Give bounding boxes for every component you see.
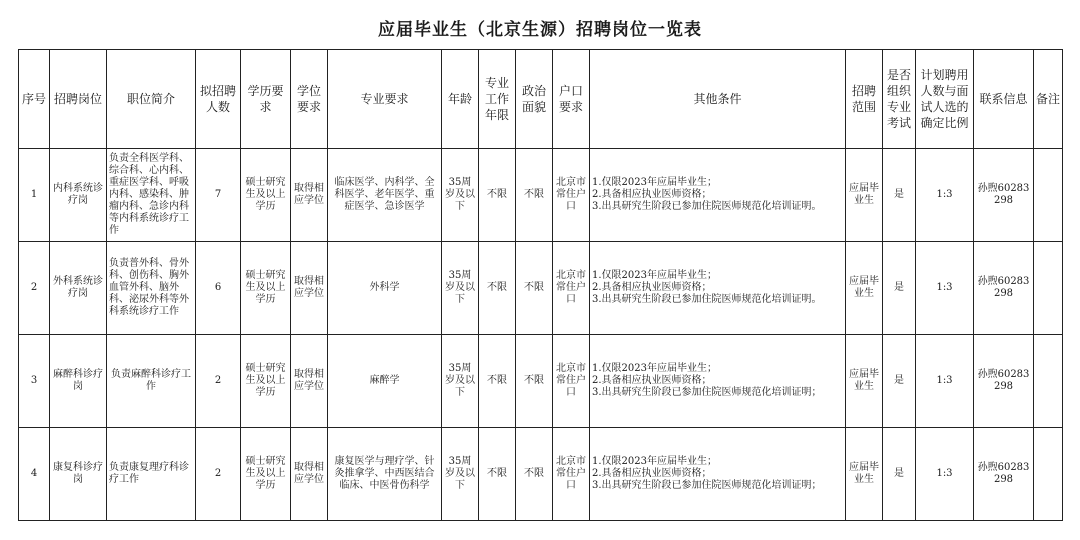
cell-work-years: 不限 [479,242,516,335]
cell-scope: 应届毕业生 [846,149,883,242]
cell-major: 麻醉学 [328,335,442,428]
cell-position: 康复科诊疗岗 [50,428,107,521]
header-row [19,50,1063,149]
cell-education: 硕士研究生及以上学历 [241,242,291,335]
cell-political: 不限 [516,149,553,242]
cell-exam: 是 [883,149,916,242]
cell-conditions [590,242,846,335]
col-header-scope: 招聘范围 [846,50,883,149]
condition-line: 3.出具研究生阶段已参加住院医师规范化培训证明； [592,387,822,398]
cell-remark [1034,335,1063,428]
table-row [19,242,1063,335]
condition-line: 2.具备相应执业医师资格； [592,282,712,293]
col-header-education: 学历要求 [241,50,291,149]
cell-ratio: 1:3 [916,335,974,428]
cell-degree: 取得相应学位 [291,335,328,428]
condition-line: 2.具备相应执业医师资格； [592,468,712,479]
cell-remark [1034,428,1063,521]
cell-count: 2 [196,335,241,428]
condition-line: 2.具备相应执业医师资格； [592,375,712,386]
col-header-position: 招聘岗位 [50,50,107,149]
col-header-conditions: 其他条件 [590,50,846,149]
cell-major: 外科学 [328,242,442,335]
cell-major: 临床医学、内科学、全科医学、老年医学、重症医学、急诊医学 [328,149,442,242]
cell-age: 35周岁及以下 [442,428,479,521]
cell-age: 35周岁及以下 [442,242,479,335]
cell-no: 2 [19,242,50,335]
cell-conditions [590,428,846,521]
cell-education: 硕士研究生及以上学历 [241,335,291,428]
cell-remark [1034,242,1063,335]
cell-intro: 负责康复理疗科诊疗工作 [107,428,196,521]
col-header-intro: 职位简介 [107,50,196,149]
cell-education: 硕士研究生及以上学历 [241,428,291,521]
condition-line: 3.出具研究生阶段已参加住院医师规范化培训证明。 [592,294,822,305]
cell-exam: 是 [883,242,916,335]
cell-count: 2 [196,428,241,521]
cell-political: 不限 [516,242,553,335]
condition-line: 1.仅限2023年应届毕业生； [592,270,717,281]
table-row [19,335,1063,428]
cell-hukou: 北京市常住户口 [553,242,590,335]
cell-work-years: 不限 [479,335,516,428]
cell-intro: 负责普外科、骨外科、创伤科、胸外血管外科、脑外科、泌尿外科等外科系统诊疗工作 [107,242,196,335]
cell-hukou: 北京市常住户口 [553,149,590,242]
col-header-no: 序号 [19,50,50,149]
cell-contact: 孙煦60283298 [974,335,1034,428]
col-header-ratio: 计划聘用人数与面试人选的确定比例 [916,50,974,149]
cell-political: 不限 [516,428,553,521]
table-row [19,428,1063,521]
cell-exam: 是 [883,335,916,428]
cell-work-years: 不限 [479,149,516,242]
cell-major: 康复医学与理疗学、针灸推拿学、中西医结合临床、中医骨伤科学 [328,428,442,521]
page-title: 应届毕业生（北京生源）招聘岗位一览表 [378,20,702,40]
col-header-work-years: 专业工作年限 [479,50,516,149]
col-header-exam: 是否组织专业考试 [883,50,916,149]
cell-conditions [590,149,846,242]
cell-ratio: 1:3 [916,149,974,242]
cell-count: 6 [196,242,241,335]
cell-degree: 取得相应学位 [291,149,328,242]
cell-position: 外科系统诊疗岗 [50,242,107,335]
cell-work-years: 不限 [479,428,516,521]
cell-ratio: 1:3 [916,242,974,335]
cell-intro: 负责全科医学科、综合科、心内科、重症医学科、呼吸内科、感染科、肿瘤内科、急诊内科等内科系统诊疗工作 [107,149,196,242]
cell-age: 35周岁及以下 [442,149,479,242]
condition-line: 1.仅限2023年应届毕业生； [592,456,717,467]
cell-political: 不限 [516,335,553,428]
recruitment-table [18,49,1063,521]
condition-line: 2.具备相应执业医师资格； [592,189,712,200]
cell-scope: 应届毕业生 [846,335,883,428]
cell-hukou: 北京市常住户口 [553,428,590,521]
cell-education: 硕士研究生及以上学历 [241,149,291,242]
cell-position: 麻醉科诊疗岗 [50,335,107,428]
col-header-major: 专业要求 [328,50,442,149]
cell-no: 3 [19,335,50,428]
col-header-degree: 学位要求 [291,50,328,149]
cell-position: 内科系统诊疗岗 [50,149,107,242]
condition-line: 3.出具研究生阶段已参加住院医师规范化培训证明。 [592,201,822,212]
col-header-contact: 联系信息 [974,50,1034,149]
table-row [19,149,1063,242]
condition-line: 1.仅限2023年应届毕业生； [592,177,717,188]
cell-degree: 取得相应学位 [291,428,328,521]
col-header-count: 拟招聘人数 [196,50,241,149]
col-header-political: 政治面貌 [516,50,553,149]
cell-count: 7 [196,149,241,242]
cell-no: 4 [19,428,50,521]
col-header-remark: 备注 [1034,50,1063,149]
condition-line: 3.出具研究生阶段已参加住院医师规范化培训证明； [592,480,822,491]
cell-degree: 取得相应学位 [291,242,328,335]
condition-line: 1.仅限2023年应届毕业生； [592,363,717,374]
cell-hukou: 北京市常住户口 [553,335,590,428]
cell-remark [1034,149,1063,242]
col-header-hukou: 户口要求 [553,50,590,149]
cell-age: 35周岁及以下 [442,335,479,428]
cell-no: 1 [19,149,50,242]
cell-conditions [590,335,846,428]
col-header-age: 年龄 [442,50,479,149]
cell-ratio: 1:3 [916,428,974,521]
cell-scope: 应届毕业生 [846,428,883,521]
cell-contact: 孙煦60283298 [974,149,1034,242]
cell-contact: 孙煦60283298 [974,242,1034,335]
cell-scope: 应届毕业生 [846,242,883,335]
cell-exam: 是 [883,428,916,521]
cell-contact: 孙煦60283298 [974,428,1034,521]
cell-intro: 负责麻醉科诊疗工作 [107,335,196,428]
